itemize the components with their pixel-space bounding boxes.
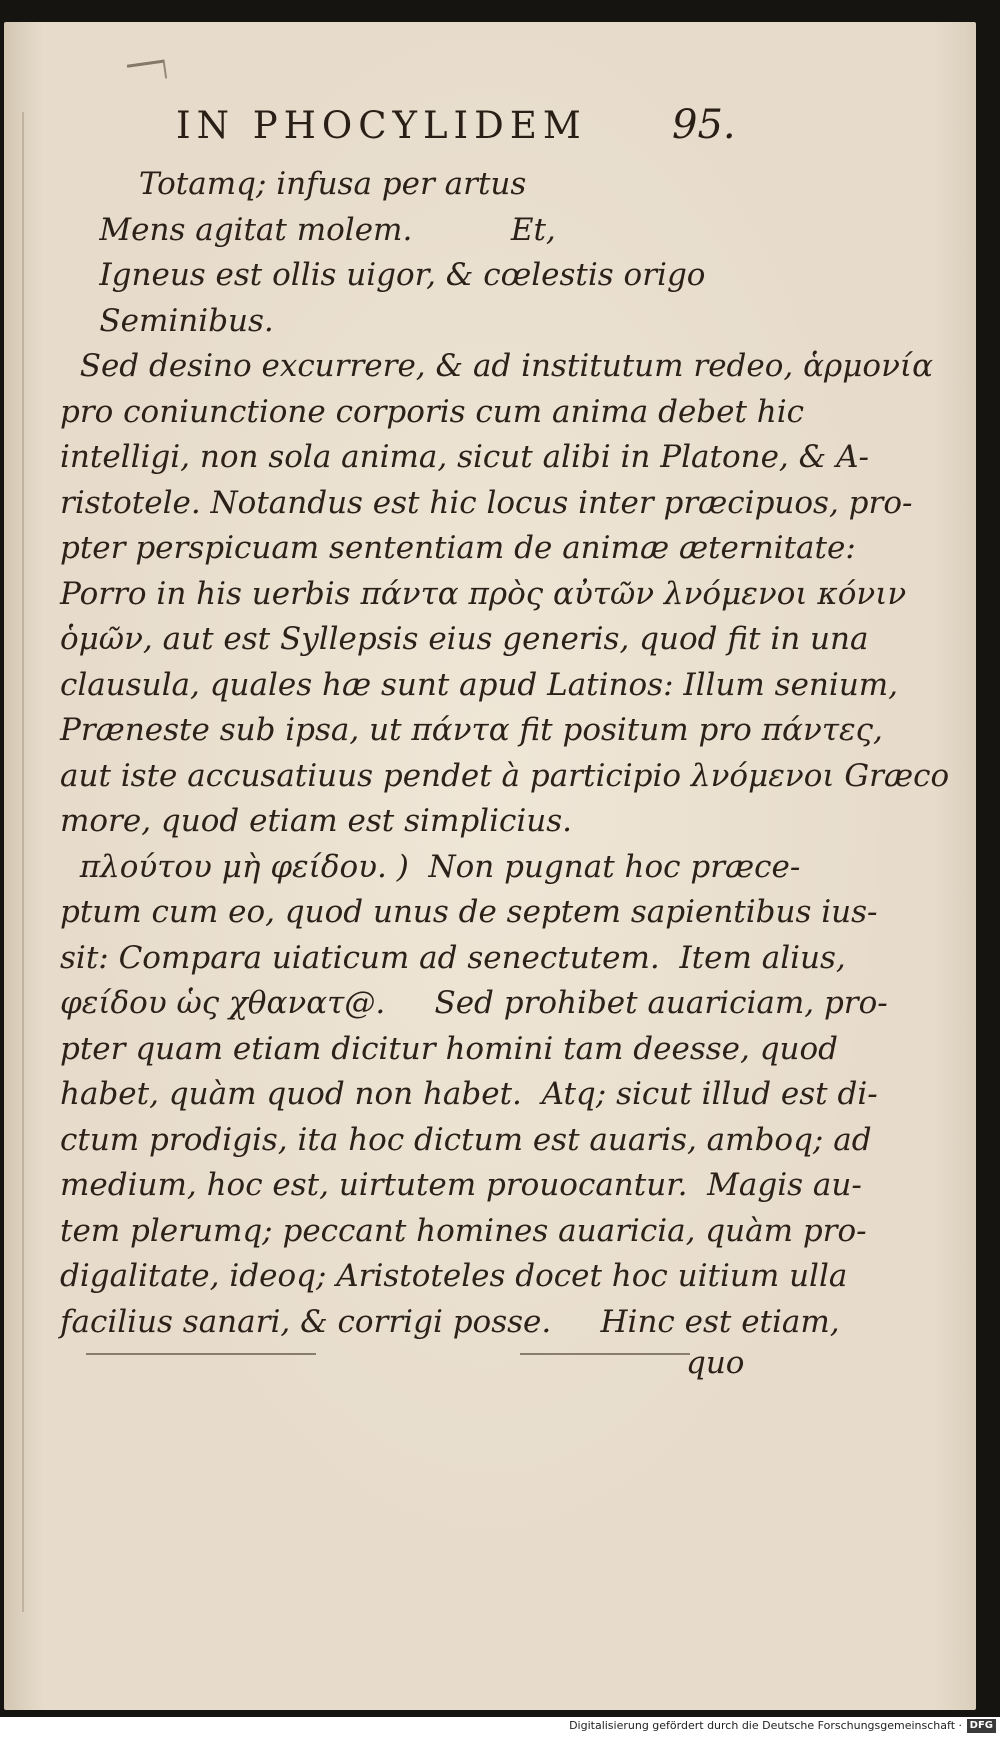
text-line: intelligi, non sola anima, sicut alibi in Platone, & A- xyxy=(60,439,869,475)
text-line: habet, quàm quod non habet. Atq; sicut illud est di- xyxy=(60,1076,878,1112)
text-line: Igneus est ollis uigor, & cœlestis origo xyxy=(60,257,706,293)
text-line: more, quod etiam est simplicius. xyxy=(60,803,573,839)
text-line: digalitate, ideoq; Aristoteles docet hoc uitium ulla xyxy=(60,1258,848,1294)
text-line: medium, hoc est, uirtutem prouocantur. Magis au- xyxy=(60,1167,862,1203)
text-line: ctum prodigis, ita hoc dictum est auaris, amboq; ad xyxy=(60,1121,872,1158)
dfg-logo: DFG xyxy=(967,1719,996,1733)
page-number: 95. xyxy=(672,102,736,148)
text-line: Totamq; infusa per artus xyxy=(60,166,527,202)
text-line: tem plerumq; peccant homines auaricia, quàm pro- xyxy=(60,1212,867,1249)
text-line: φείδου ὡς χθανατ@. Sed prohibet auariciam, pro- xyxy=(60,985,888,1021)
text-line: pro coniunctione corporis cum anima debet hic xyxy=(60,393,805,430)
text-line: ὁμῶν, aut est Syllepsis eius generis, quod fit in una xyxy=(60,621,869,657)
text-line: pter perspicuam sententiam de animæ æternitate: xyxy=(60,530,856,566)
catchword: quo xyxy=(686,1345,745,1381)
text-line: clausula, quales hæ sunt apud Latinos: Illum senium, xyxy=(60,666,899,703)
body-text xyxy=(60,162,950,1345)
text-line: Mens agitat molem. Et, xyxy=(60,211,556,248)
text-line: πλούτου μὴ φείδου. ) Non pugnat hoc præce- xyxy=(60,848,801,885)
handwritten-mark xyxy=(127,59,167,83)
text-line: Porro in his uerbis πάντα πρὸς αὐτῶν λνόμενοι κόνιν xyxy=(60,575,907,612)
text-line: Sed desino excurrere, & ad institutum redeo, ἁρμονία xyxy=(60,348,934,384)
underline-mark xyxy=(520,1353,690,1355)
text-line: facilius sanari, & corrigi posse. Hinc est etiam, xyxy=(60,1303,840,1340)
underline-mark xyxy=(86,1353,316,1355)
text-line: Seminibus. xyxy=(60,302,274,339)
text-line: Præneste sub ipsa, ut πάντα fit positum pro πάντες, xyxy=(60,712,883,748)
text-line: ristotele. Notandus est hic locus inter præcipuos, pro- xyxy=(60,484,913,521)
text-line: pter quam etiam dicitur homini tam deesse, quod xyxy=(60,1030,839,1067)
running-head: IN PHOCYLIDEM xyxy=(176,104,587,147)
gutter-shadow xyxy=(22,112,24,1612)
funding-credit: Digitalisierung gefördert durch die Deutsche Forschungsgemeinschaft · xyxy=(569,1719,962,1732)
text-line: aut iste accusatiuus pendet à participio λνόμενοι Græco xyxy=(60,757,950,794)
text-line: sit: Compara uiaticum ad senectutem. Item alius, xyxy=(60,939,846,976)
text-line: ptum cum eo, quod unus de septem sapientibus ius- xyxy=(60,894,878,930)
